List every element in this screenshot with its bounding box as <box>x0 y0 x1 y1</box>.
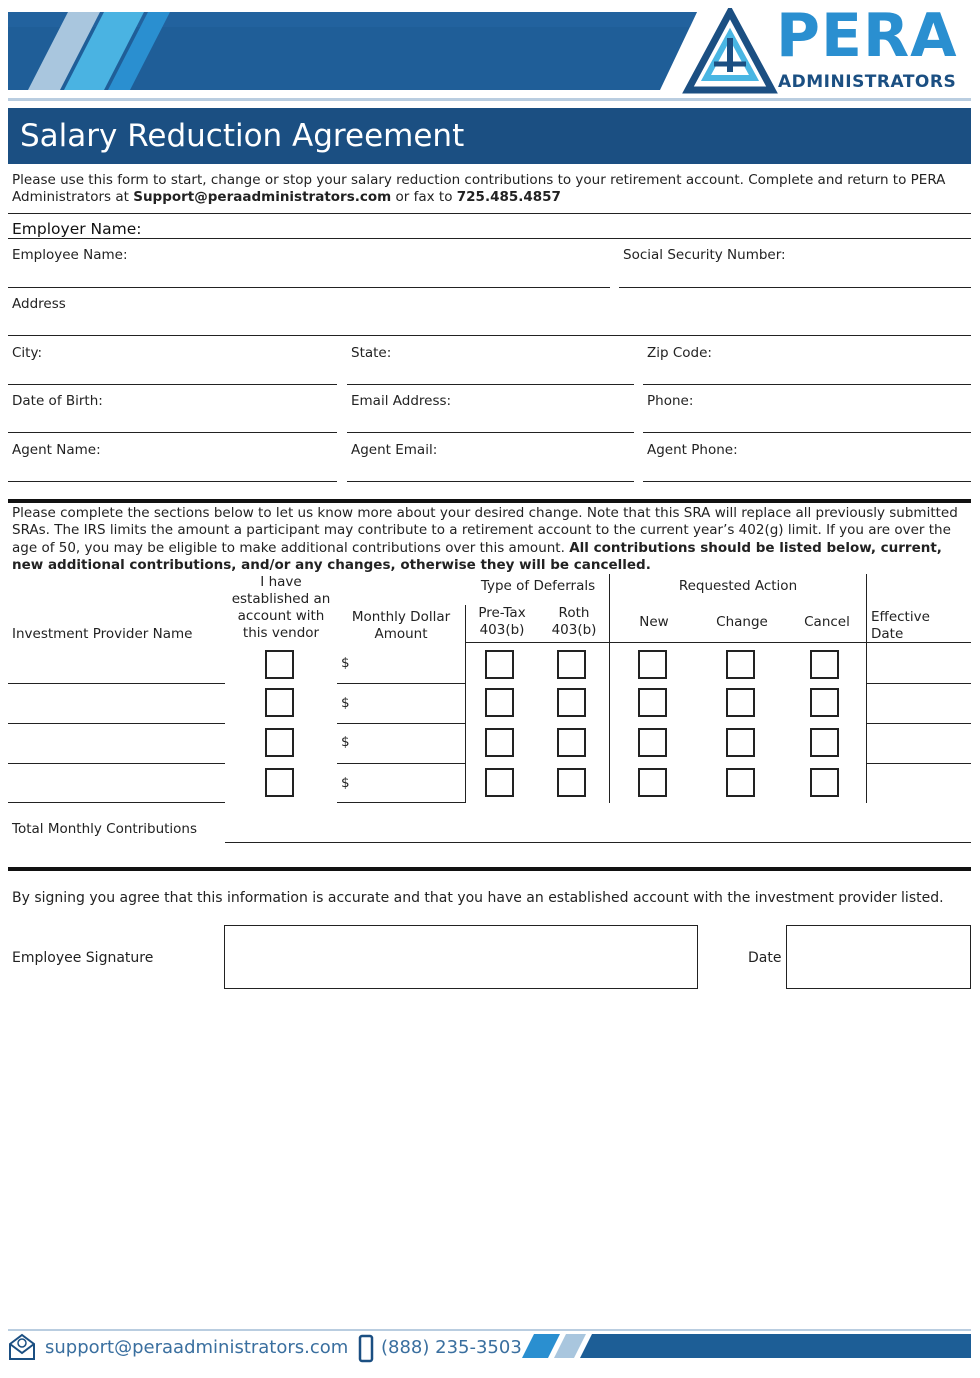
cancel-checkbox[interactable] <box>810 768 839 797</box>
change-checkbox[interactable] <box>726 768 755 797</box>
pretax-checkbox[interactable] <box>485 650 514 679</box>
dob-label: Date of Birth: <box>12 393 103 409</box>
roth-checkbox[interactable] <box>557 650 586 679</box>
cancel-checkbox[interactable] <box>810 688 839 717</box>
col-change-header: Change <box>716 614 768 630</box>
established-checkbox[interactable] <box>265 688 294 717</box>
currency-symbol: $ <box>341 734 350 750</box>
page-title: Salary Reduction Agreement <box>20 118 465 154</box>
footer-email[interactable]: support@peraadministrators.com <box>45 1337 349 1358</box>
new-checkbox[interactable] <box>638 728 667 757</box>
footer-graphic <box>520 1334 972 1362</box>
pretax-checkbox[interactable] <box>485 688 514 717</box>
phone-icon <box>357 1334 375 1364</box>
zip-label: Zip Code: <box>647 345 712 361</box>
logo-subname: ADMINISTRATORS <box>778 72 957 92</box>
col-amount-header: Monthly Dollar Amount <box>351 609 451 642</box>
intro-text: Please use this form to start, change or stop your salary reduction contributions to your retirement account. Complete and return to PERA Administrators at Support@peraadministrators.com or fax to 725.485.4857 <box>12 172 946 205</box>
col-new-header: New <box>639 614 669 630</box>
established-checkbox[interactable] <box>265 650 294 679</box>
mail-icon <box>8 1332 36 1362</box>
change-checkbox[interactable] <box>726 728 755 757</box>
agent-email-label: Agent Email: <box>351 442 438 458</box>
email-label: Email Address: <box>351 393 452 409</box>
amount-field[interactable] <box>337 802 466 803</box>
currency-symbol: $ <box>341 775 350 791</box>
total-field[interactable] <box>225 842 971 843</box>
employee-name-label: Employee Name: <box>12 247 128 263</box>
provider-name-field[interactable] <box>8 802 225 803</box>
action-group-header: Requested Action <box>678 578 798 594</box>
col-pretax-header: Pre-Tax 403(b) <box>478 605 526 638</box>
employer-name-label: Employer Name: <box>12 220 142 238</box>
roth-checkbox[interactable] <box>557 728 586 757</box>
change-checkbox[interactable] <box>726 650 755 679</box>
address-label: Address <box>12 296 66 312</box>
instructions-text: Please complete the sections below to let us know more about your desired change. Note that this SRA will replace all previously submitted SRAs. The IRS limits the amount a participant may contribute to a retirement account to the current year’s 402(g) limit. If you are over the age of 50, you may be eligible to make additional contributions over this amount. All contributions should be listed below, current, new additional contributions, and/or any changes, otherwise they will be cancelled. <box>12 505 958 573</box>
new-checkbox[interactable] <box>638 688 667 717</box>
roth-checkbox[interactable] <box>557 688 586 717</box>
table-row <box>0 683 980 723</box>
total-label: Total Monthly Contributions <box>12 821 198 837</box>
table-row <box>0 763 980 803</box>
agent-name-label: Agent Name: <box>12 442 101 458</box>
col-established-header: I have established an account with this vendor <box>231 574 331 641</box>
date-label: Date <box>748 950 782 966</box>
roth-checkbox[interactable] <box>557 768 586 797</box>
new-checkbox[interactable] <box>638 768 667 797</box>
state-label: State: <box>351 345 392 361</box>
pretax-checkbox[interactable] <box>485 728 514 757</box>
cancel-checkbox[interactable] <box>810 728 839 757</box>
established-checkbox[interactable] <box>265 768 294 797</box>
table-row <box>0 723 980 763</box>
deferrals-group-header: Type of Deferrals <box>480 578 596 594</box>
currency-symbol: $ <box>341 695 350 711</box>
new-checkbox[interactable] <box>638 650 667 679</box>
table-row <box>0 643 980 683</box>
footer <box>0 1326 980 1370</box>
cancel-checkbox[interactable] <box>810 650 839 679</box>
signature-label: Employee Signature <box>12 950 154 966</box>
col-provider-header: Investment Provider Name <box>12 626 193 642</box>
currency-symbol: $ <box>341 655 350 671</box>
agreement-text: By signing you agree that this information is accurate and that you have an established account with the investment provider listed. <box>12 890 944 906</box>
pretax-checkbox[interactable] <box>485 768 514 797</box>
support-email[interactable]: Support@peraadministrators.com <box>133 189 392 205</box>
phone-label: Phone: <box>647 393 694 409</box>
signature-box[interactable] <box>224 925 698 989</box>
ssn-label: Social Security Number: <box>623 247 786 263</box>
logo-name: PERA <box>776 1 958 71</box>
agent-phone-label: Agent Phone: <box>647 442 738 458</box>
fax-number: 725.485.4857 <box>456 189 561 205</box>
date-box[interactable] <box>786 925 971 989</box>
col-effective-header: Effective Date <box>871 609 930 642</box>
col-roth-header: Roth 403(b) <box>551 605 597 638</box>
section-divider-2 <box>8 867 971 871</box>
change-checkbox[interactable] <box>726 688 755 717</box>
col-cancel-header: Cancel <box>804 614 850 630</box>
city-label: City: <box>12 345 43 361</box>
footer-phone: (888) 235-3503 <box>381 1337 522 1358</box>
established-checkbox[interactable] <box>265 728 294 757</box>
